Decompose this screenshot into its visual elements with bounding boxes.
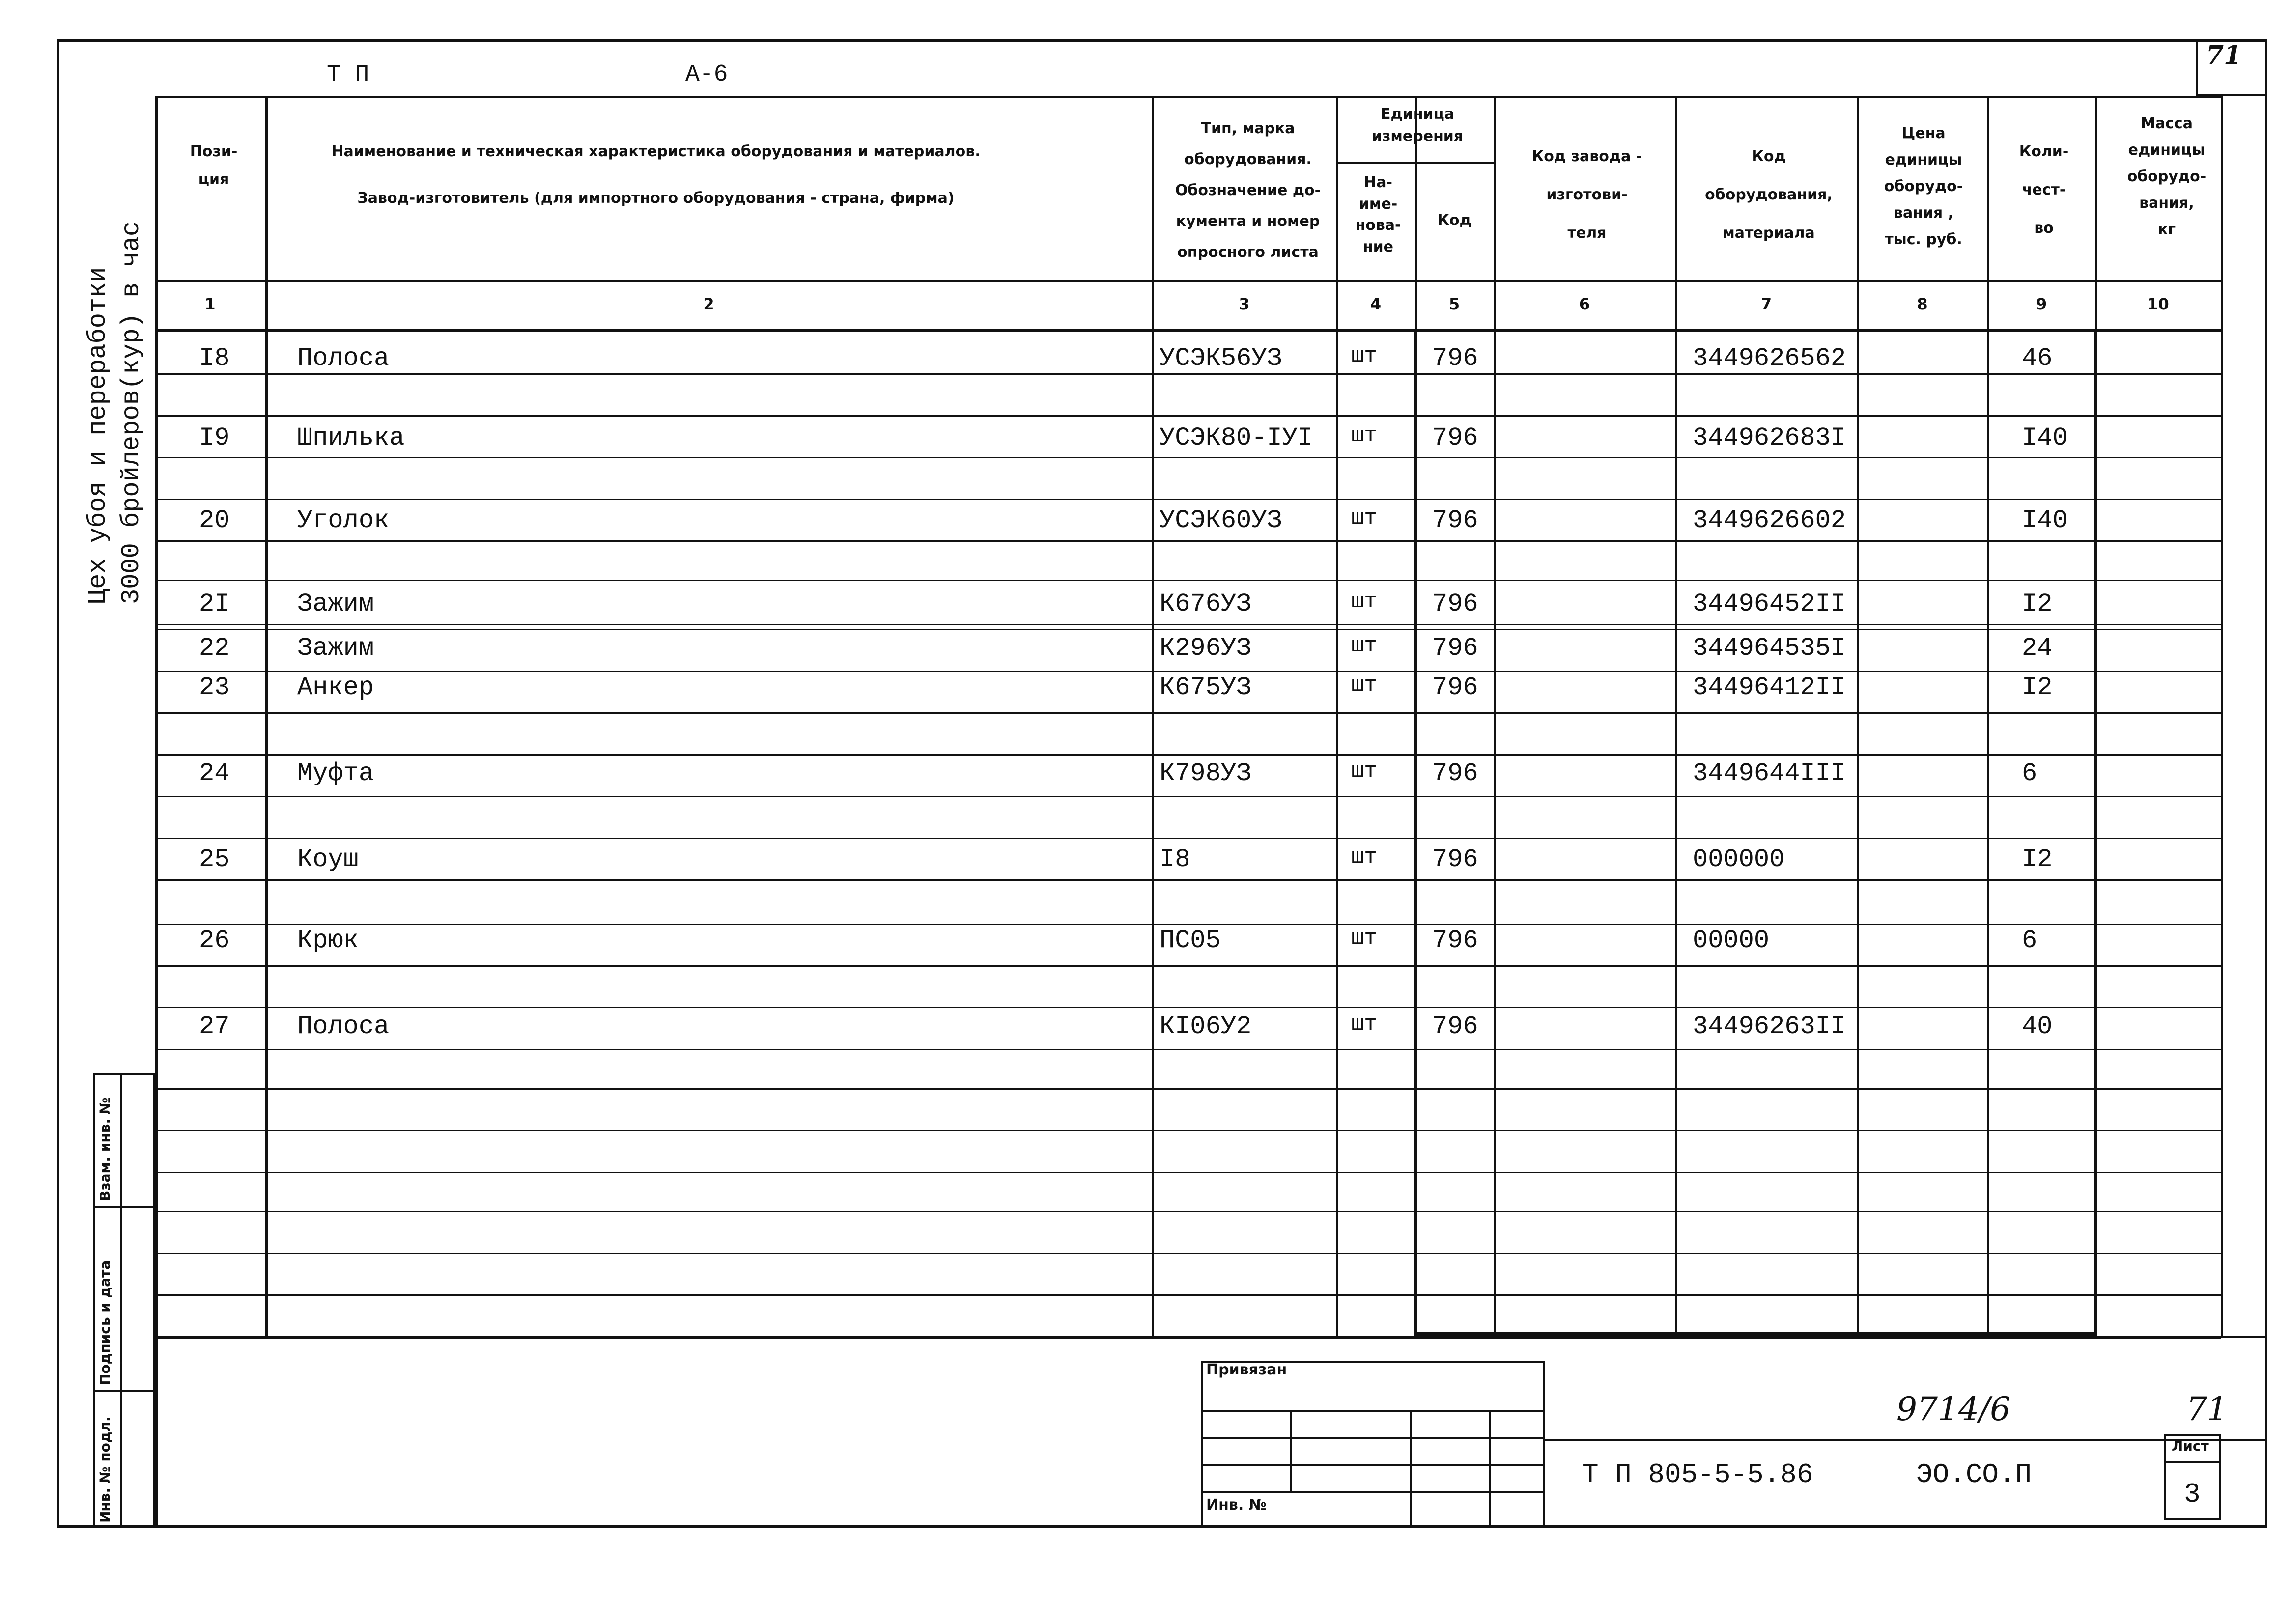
row-unit: шт — [1351, 759, 1377, 784]
row-name: Уголок — [297, 506, 390, 535]
row-equip-code: 34496412II — [1693, 673, 1846, 702]
side-title-2: 3000 бройлеров(кур) в час — [117, 221, 146, 604]
row-separator — [155, 1007, 2221, 1008]
column-number: 7 — [1760, 295, 1772, 313]
row-separator — [155, 965, 2221, 967]
row-name: Зажим — [297, 634, 374, 663]
row-quantity: 24 — [2022, 634, 2053, 663]
table-top-line — [155, 96, 2221, 98]
row-type: К798УЗ — [1160, 759, 1252, 788]
column-line — [2221, 96, 2223, 1336]
row-position: I8 — [199, 344, 230, 373]
row-separator — [155, 1211, 2221, 1212]
doc-suffix: ЭО.СО.П — [1916, 1459, 2032, 1490]
row-equip-code: 00000 — [1693, 926, 1770, 955]
row-unit: шт — [1351, 423, 1377, 448]
inv-label: Инв. № — [1206, 1496, 1267, 1513]
row-name: Муфта — [297, 759, 374, 788]
row-unit-code: 796 — [1432, 344, 1478, 373]
header-price: Цена единицы оборудо- вания , тыс. руб. — [1884, 125, 1963, 248]
bound-row-3 — [1201, 1464, 1545, 1466]
bound-col-3 — [1489, 1410, 1491, 1528]
row-equip-code: 3449644III — [1693, 759, 1846, 788]
row-unit-code: 796 — [1432, 1012, 1478, 1041]
strip-replace-inv: Взам. инв. № — [97, 1097, 113, 1201]
column-number: 4 — [1370, 295, 1382, 313]
row-separator — [155, 1130, 2221, 1131]
stamp-top-line — [155, 1336, 2267, 1338]
row-type: К296УЗ — [1160, 634, 1252, 663]
row-equip-code: 3449626602 — [1693, 506, 1846, 535]
row-name: Полоса — [297, 1012, 390, 1041]
header-unit-group: Единица измерения — [1371, 106, 1464, 145]
row-unit: шт — [1351, 1012, 1377, 1036]
row-unit: шт — [1351, 634, 1377, 658]
unit-group-line — [1336, 162, 1494, 164]
top-mid-label: А-6 — [685, 61, 728, 88]
row-separator — [155, 1294, 2221, 1296]
bound-row-2 — [1201, 1437, 1545, 1439]
row-unit-code: 796 — [1432, 845, 1478, 874]
row-type: УСЭК60УЗ — [1160, 506, 1282, 535]
strip-divider-v — [120, 1073, 122, 1528]
column-number: 1 — [204, 295, 216, 313]
row-name: Анкер — [297, 673, 374, 702]
header-maker-code: Код завода - изготови- теля — [1531, 148, 1642, 242]
row-equip-code: 344964535I — [1693, 634, 1846, 663]
row-quantity: I2 — [2022, 845, 2053, 874]
row-separator — [155, 1253, 2221, 1254]
column-number: 3 — [1239, 295, 1250, 313]
row-position: 22 — [199, 634, 230, 663]
strip-divider-1 — [93, 1206, 155, 1208]
column-number: 8 — [1917, 295, 1928, 313]
thick-line — [1414, 1332, 2097, 1336]
thick-line — [2094, 329, 2097, 1334]
row-type: К676УЗ — [1160, 589, 1252, 618]
sheet-label-divider — [2164, 1461, 2221, 1463]
header-bottom-line — [155, 280, 2221, 282]
row-separator — [155, 671, 2221, 672]
row-unit-code: 796 — [1432, 759, 1478, 788]
strip-divider-2 — [93, 1390, 155, 1392]
sheet-label: Лист — [2172, 1438, 2209, 1454]
row-separator — [155, 373, 2221, 375]
row-unit: шт — [1351, 506, 1377, 531]
row-separator — [155, 754, 2221, 756]
row-name: Зажим — [297, 589, 374, 618]
header-name-2: Завод-изготовитель (для импортного оборудования - страна, фирма) — [357, 190, 955, 207]
row-separator — [155, 796, 2221, 797]
bound-col-1 — [1290, 1410, 1292, 1491]
row-position: I9 — [199, 423, 230, 452]
row-unit-code: 796 — [1432, 634, 1478, 663]
column-number-bottom-line — [155, 329, 2221, 332]
row-position: 20 — [199, 506, 230, 535]
row-separator — [155, 499, 2221, 500]
row-equip-code: 3449626562 — [1693, 344, 1846, 373]
header-equip-code: Код оборудования, материала — [1705, 148, 1833, 242]
row-separator — [155, 1172, 2221, 1173]
row-unit: шт — [1351, 845, 1377, 869]
row-quantity: 40 — [2022, 1012, 2053, 1041]
row-name: Полоса — [297, 344, 390, 373]
row-name: Коуш — [297, 845, 359, 874]
row-equip-code: 344962683I — [1693, 423, 1846, 452]
header-unit-code: Код — [1437, 212, 1471, 229]
stamp-mid-line — [1545, 1439, 2267, 1441]
row-separator — [155, 712, 2221, 714]
header-qty: Коли- чест- во — [2019, 143, 2069, 237]
row-separator — [155, 924, 2221, 925]
header-name-1: Наименование и техническая характеристика оборудования и материалов. — [331, 143, 981, 160]
column-number: 9 — [2036, 295, 2047, 313]
row-type: УСЭК80-IУI — [1160, 423, 1313, 452]
row-unit: шт — [1351, 344, 1377, 368]
bound-row-1 — [1201, 1410, 1545, 1412]
header-pos: Пози- ция — [190, 143, 238, 188]
row-position: 2I — [199, 589, 230, 618]
row-separator — [155, 1088, 2221, 1090]
row-type: ПС05 — [1160, 926, 1221, 955]
row-separator — [155, 624, 2221, 625]
bound-label: Привязан — [1206, 1361, 1287, 1378]
row-equip-code: 000000 — [1693, 845, 1785, 874]
row-position: 24 — [199, 759, 230, 788]
row-unit: шт — [1351, 589, 1377, 614]
row-equip-code: 34496452II — [1693, 589, 1846, 618]
strip-inv-orig: Инв. № подл. — [97, 1416, 113, 1523]
row-type: I8 — [1160, 845, 1190, 874]
row-separator — [155, 580, 2221, 581]
column-number: 2 — [703, 295, 714, 313]
sheet-value: 3 — [2184, 1479, 2201, 1510]
header-type: Тип, марка оборудования. Обозначение до- кумента и номер опросного листа — [1175, 120, 1321, 261]
row-unit-code: 796 — [1432, 673, 1478, 702]
row-separator — [155, 629, 2221, 630]
header-mass: Масса единицы оборудо- вания, кг — [2127, 115, 2207, 238]
side-title-1: Цех убоя и переработки — [84, 267, 113, 604]
row-quantity: I40 — [2022, 423, 2068, 452]
row-name: Крюк — [297, 926, 359, 955]
row-position: 25 — [199, 845, 230, 874]
column-number: 5 — [1448, 295, 1460, 313]
row-unit-code: 796 — [1432, 926, 1478, 955]
stamp-sheet-number: 71 — [2186, 1390, 2228, 1428]
header-unit-name: На- име- нова- ние — [1355, 174, 1401, 255]
bound-col-2 — [1410, 1410, 1412, 1528]
row-equip-code: 34496263II — [1693, 1012, 1846, 1041]
row-separator — [155, 838, 2221, 839]
row-quantity: I2 — [2022, 589, 2053, 618]
row-type: УСЭК56УЗ — [1160, 344, 1282, 373]
top-left-label: Т П — [327, 61, 369, 88]
row-unit-code: 796 — [1432, 506, 1478, 535]
strip-sign-date: Подпись и дата — [97, 1260, 113, 1385]
row-separator — [155, 879, 2221, 881]
row-type: КI06У2 — [1160, 1012, 1252, 1041]
row-position: 27 — [199, 1012, 230, 1041]
corner-sheet-number: 71 — [2206, 40, 2242, 70]
row-quantity: I2 — [2022, 673, 2053, 702]
row-quantity: I40 — [2022, 506, 2068, 535]
row-quantity: 6 — [2022, 926, 2037, 955]
row-separator — [155, 540, 2221, 542]
row-unit: шт — [1351, 926, 1377, 951]
row-quantity: 46 — [2022, 344, 2053, 373]
row-separator — [155, 415, 2221, 417]
row-unit-code: 796 — [1432, 589, 1478, 618]
thick-line — [1414, 329, 1417, 1334]
row-name: Шпилька — [297, 423, 405, 452]
row-position: 23 — [199, 673, 230, 702]
row-unit: шт — [1351, 673, 1377, 698]
column-number: 10 — [2147, 295, 2169, 313]
row-position: 26 — [199, 926, 230, 955]
row-separator — [155, 457, 2221, 458]
column-number: 6 — [1579, 295, 1590, 313]
handwritten-number: 9714/6 — [1896, 1390, 2011, 1428]
doc-code: Т П 805-5-5.86 — [1582, 1459, 1813, 1490]
row-type: К675УЗ — [1160, 673, 1252, 702]
row-quantity: 6 — [2022, 759, 2037, 788]
row-separator — [155, 1049, 2221, 1050]
row-unit-code: 796 — [1432, 423, 1478, 452]
